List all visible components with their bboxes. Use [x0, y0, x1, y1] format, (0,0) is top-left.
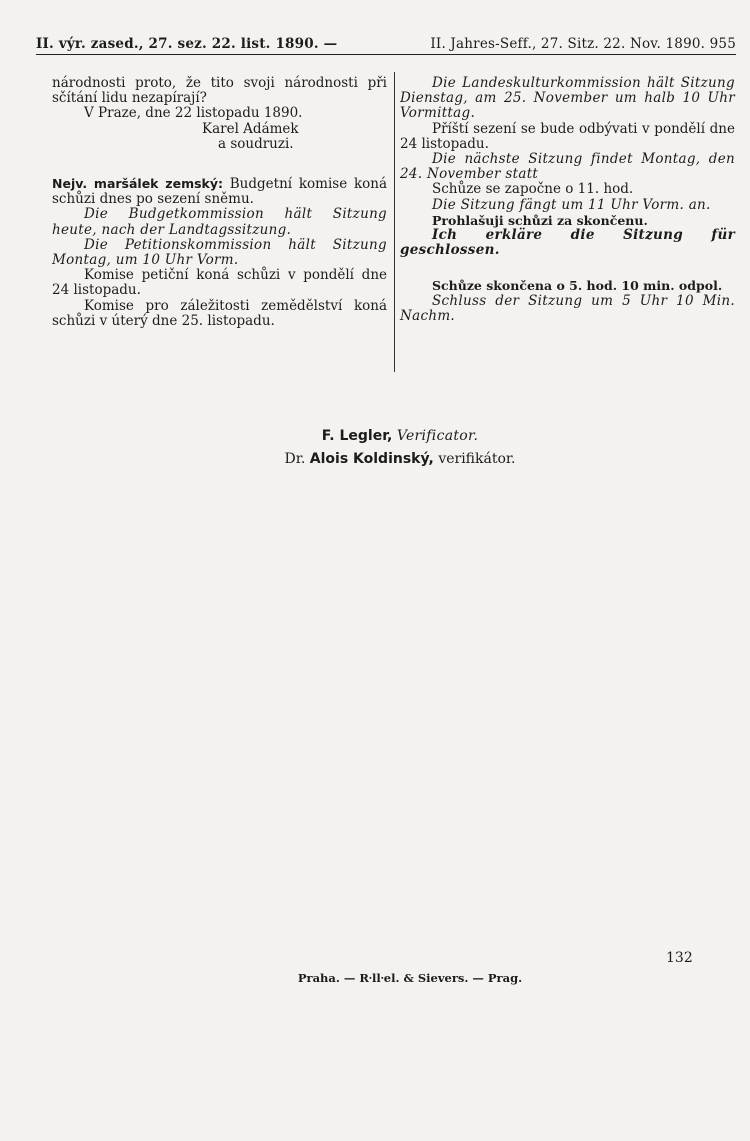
paragraph: Die Budgetkommission hält Sitzung heute, nach der Landtagssitzung. [52, 206, 387, 238]
signatory-suffix: a soudruzi. [218, 135, 294, 152]
left-column [52, 76, 387, 329]
signature-line-2 [250, 451, 550, 467]
speaker-name: Nejv. maršálek zemský: [52, 176, 223, 192]
paragraph: Schůze se započne o 11. hod. [432, 181, 634, 198]
signatory: Karel Adámek [202, 120, 299, 137]
speech-text: Budgetní komise koná schůzi dnes po sezení sněmu. [52, 176, 387, 208]
paragraph [52, 176, 387, 207]
verifier-name: Alois Koldinský, [309, 451, 434, 467]
right-column [400, 76, 735, 324]
paragraph: Die Landeskulturkommission hält Sitzung Dienstag, am 25. November um halb 10 Uhr Vormittag. [400, 75, 735, 122]
signature-line-1 [250, 428, 550, 444]
header-czech: II. výr. zased., 27. sez. 22. list. 1890. — [36, 36, 338, 52]
sheet-number: 132 [666, 950, 693, 966]
column-divider [394, 72, 395, 372]
header-german: II. Jahres-Seff., 27. Sitz. 22. Nov. 1890. 955 [430, 36, 736, 52]
date-line: V Praze, dne 22 listopadu 1890. [84, 105, 303, 122]
verifier-role: verifikátor. [438, 451, 516, 467]
paragraph: Komise pro záležitosti zemědělství koná schůzi v úterý dne 25. listopadu. [52, 297, 387, 329]
paragraph: Ich erkläre die Sitzung für geschlossen. [400, 227, 735, 259]
paragraph: Die nächste Sitzung findet Montag, den 24. November statt [400, 151, 735, 183]
paragraph: Schluss der Sitzung um 5 Uhr 10 Min. Nachm. [400, 292, 735, 324]
running-header [36, 36, 736, 55]
verifier-name: F. Legler, [321, 428, 393, 444]
paragraph: Die Sitzung fängt um 11 Uhr Vorm. an. [432, 196, 711, 213]
paragraph: Komise petiční koná schůzi v pondělí dne 24 listopadu. [52, 267, 387, 299]
verifier-role: Verificator. [396, 428, 479, 444]
paragraph: Die Petitionskommission hält Sitzung Montag, um 10 Uhr Vorm. [52, 236, 387, 269]
printer-imprint: Praha. — R⸱ll⸱el. & Sievers. — Prag. [297, 971, 523, 985]
paragraph: Prohlašuji schůzi za skončenu. [432, 212, 648, 228]
paragraph: národnosti proto, že tito svoji národnosti při sčítání lidu nezapírají? [52, 75, 387, 107]
paragraph: Schůze skončena o 5. hod. 10 min. odpol. [432, 278, 723, 294]
paragraph: Příští sezení se bude odbývati v pondělí dne 24 listopadu. [400, 120, 735, 152]
verifier-title: Dr. [284, 451, 306, 467]
